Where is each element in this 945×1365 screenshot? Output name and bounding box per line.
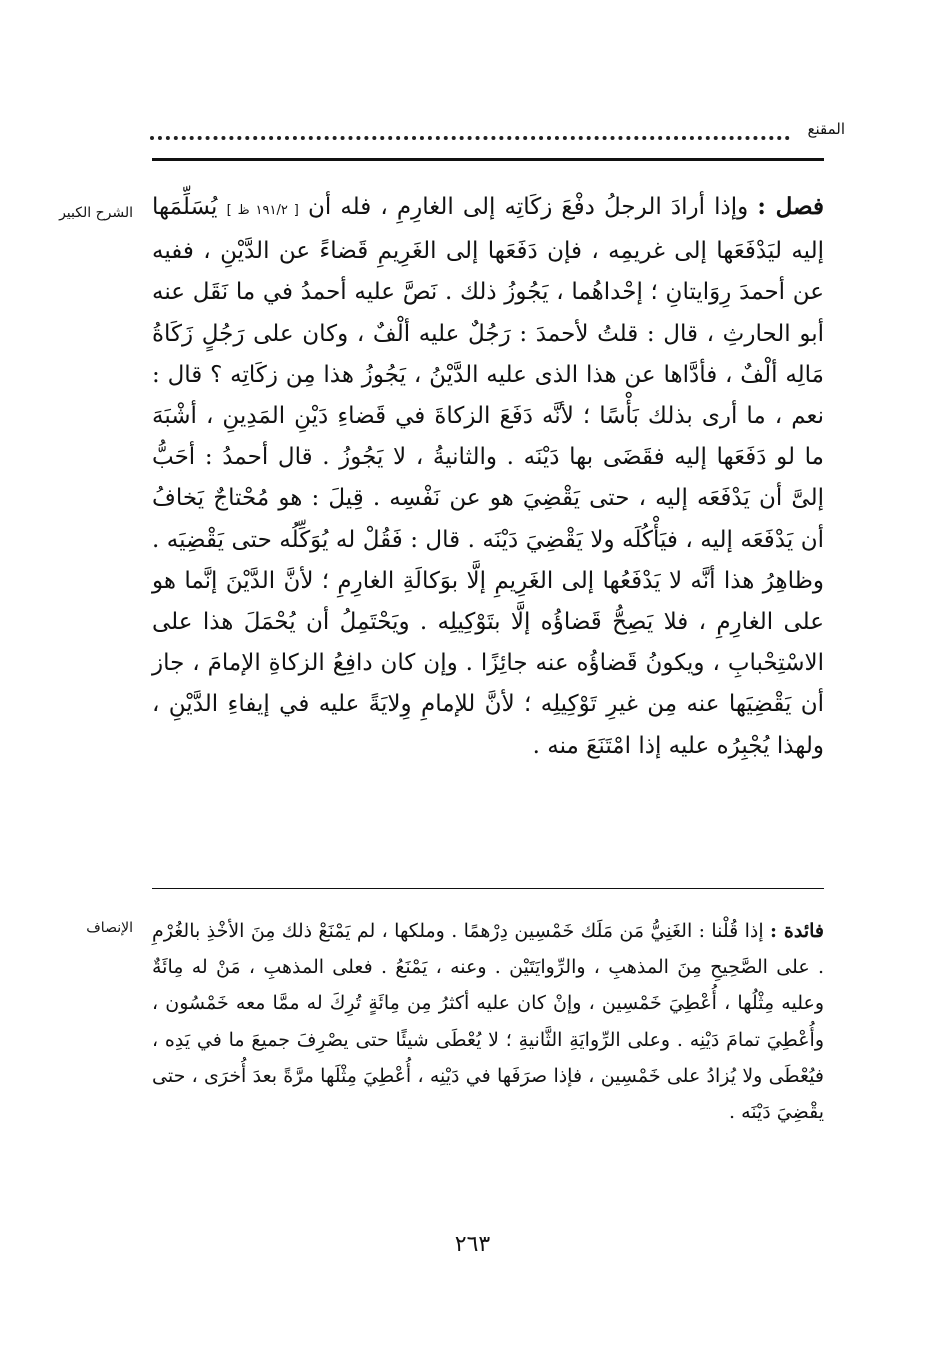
sharh-paragraph-body: يُسَلِّمَها إليه ليَدْفَعَها إلى غريمِه ، فإن دَفَعَها إلى الغَرِيمِ قَضاءً عن الدَّيْنِ ، ففيه عن أحمدَ رِوَايتانِ ؛ إحْداهُما ، يَجُوزُ ذلك . نَصَّ عليه أحمدُ في ما نَقَل عنه أبو الحارثِ ، قال : قلتُ لأحمدَ : رَجُلٌ عليه ألْفٌ ، وكان على رَجُلٍ زَكَاةُ مَالِه ألْفٌ ، فأدَّاها عن هذا الذى عليه الدَّيْنُ ، يَجُوزُ هذا مِن زكَاتِه ؟ قال : نعم ، ما أرى بذلك بَأْسًا ؛ لأنَّه دَفَعَ الزكاةَ في قَضاءِ دَيْنِ المَدِينِ ، أشْبَهَ ما لو دَفَعَها إليه فقَضَى بها دَيْنَه . والثانيةُ ، لا يَجُوزُ . قال أحمدُ : أحَبُّ إلىَّ أن يَدْفَعَه إليه ، حتى يَقْضِيَ هو عن نَفْسِه . قِيلَ : هو مُحْتاجٌ يَخافُ أن يَدْفَعَه إليه ، فيَأْكُلَه ولا يَقْضِيَ دَيْنَه . قال : فَقُلْ له يُوَكِّلُه حتى يَقْضِيَه . وظاهِرُ هذا أنَّه لا يَدْفَعُها إلى الغَرِيمِ إلَّا بوَكالَةِ الغارِمِ ؛ لأنَّ الدَّيْنَ إنَّما هو على الغارِمِ ، فلا يَصِحُّ قَضاؤُه إلَّا بتَوْكِيلِه . ويَحْتَمِلُ أن يُحْمَلَ هذا على الاسْتِحْبابِ ، ويكونُ قَضاؤُه عنه جائِزًا . وإن كان دافِعُ الزكاةِ الإمامَ ، جاز أن يَقْضِيَها عنه مِن غيرِ تَوْكِيلِه ؛ لأنَّ للإمامِ وِلايَةً عليه في إيفاءِ الدَّيْنِ ، ولهذا يُجْبِرُه عليه إذا امْتَنَعَ منه . <box>152 194 825 759</box>
section-lead-fasl: فصل : <box>757 193 824 220</box>
page-number: ٢٦٣ <box>454 1232 491 1257</box>
margin-label-insaf: الإنصاف <box>86 920 133 936</box>
running-head-title: المقنع <box>807 120 845 138</box>
margin-label-sharh: الشرح الكبير <box>59 205 133 221</box>
sharh-paragraph-start: وإذا أرادَ الرجلُ دفْعَ زكَاتِه إلى الغارِمِ ، فله أن <box>307 194 749 220</box>
folio-reference: [ ١٩١/٢ ظ ] <box>226 203 299 218</box>
section-divider <box>152 888 824 889</box>
dot-leader <box>150 136 790 140</box>
running-header <box>140 112 845 152</box>
insaf-paragraph-body: إذا قُلْنا : الغَنِيُّ مَن مَلَك خَمْسِين دِرْهمًا . وملكها ، لم يَمْنَعْ ذلك مِنَ الأخْذِ بالغُرْمِ . على الصَّحِيحِ مِنَ المذهبِ ، والرِّوايَتَيْن . وعنه ، يَمْنَعُ . فعلى المذهبِ ، مَنْ له مِائَةٌ وعليه مِثْلُها ، أُعْطِيَ خَمْسِين ، وإنْ كان عليه أكثرُ مِن مِائَةٍ تُرِكَ له ممَّا معه خَمْسُون ، وأُعْطِيَ تمامَ دَيْنِه . وعلى الرِّوايَةِ الثَّانيةِ ؛ لا يُعْطَى شيئًا حتى يصْرِفَ جميعَ ما في يَدِه ، فيُعْطَى ولا يُزادُ على خَمْسِين ، فإذا صرَفَها في دَيْنِه ، أُعْطِيَ مِثْلَها مرَّةً بعدَ أُخرَى ، حتى يقْضِيَ دَيْنَه . <box>152 920 824 1124</box>
sharh-text-block <box>152 186 824 767</box>
section-lead-faida: فائدة : <box>769 920 824 942</box>
header-rule <box>152 158 824 161</box>
insaf-text-block <box>152 913 824 1130</box>
